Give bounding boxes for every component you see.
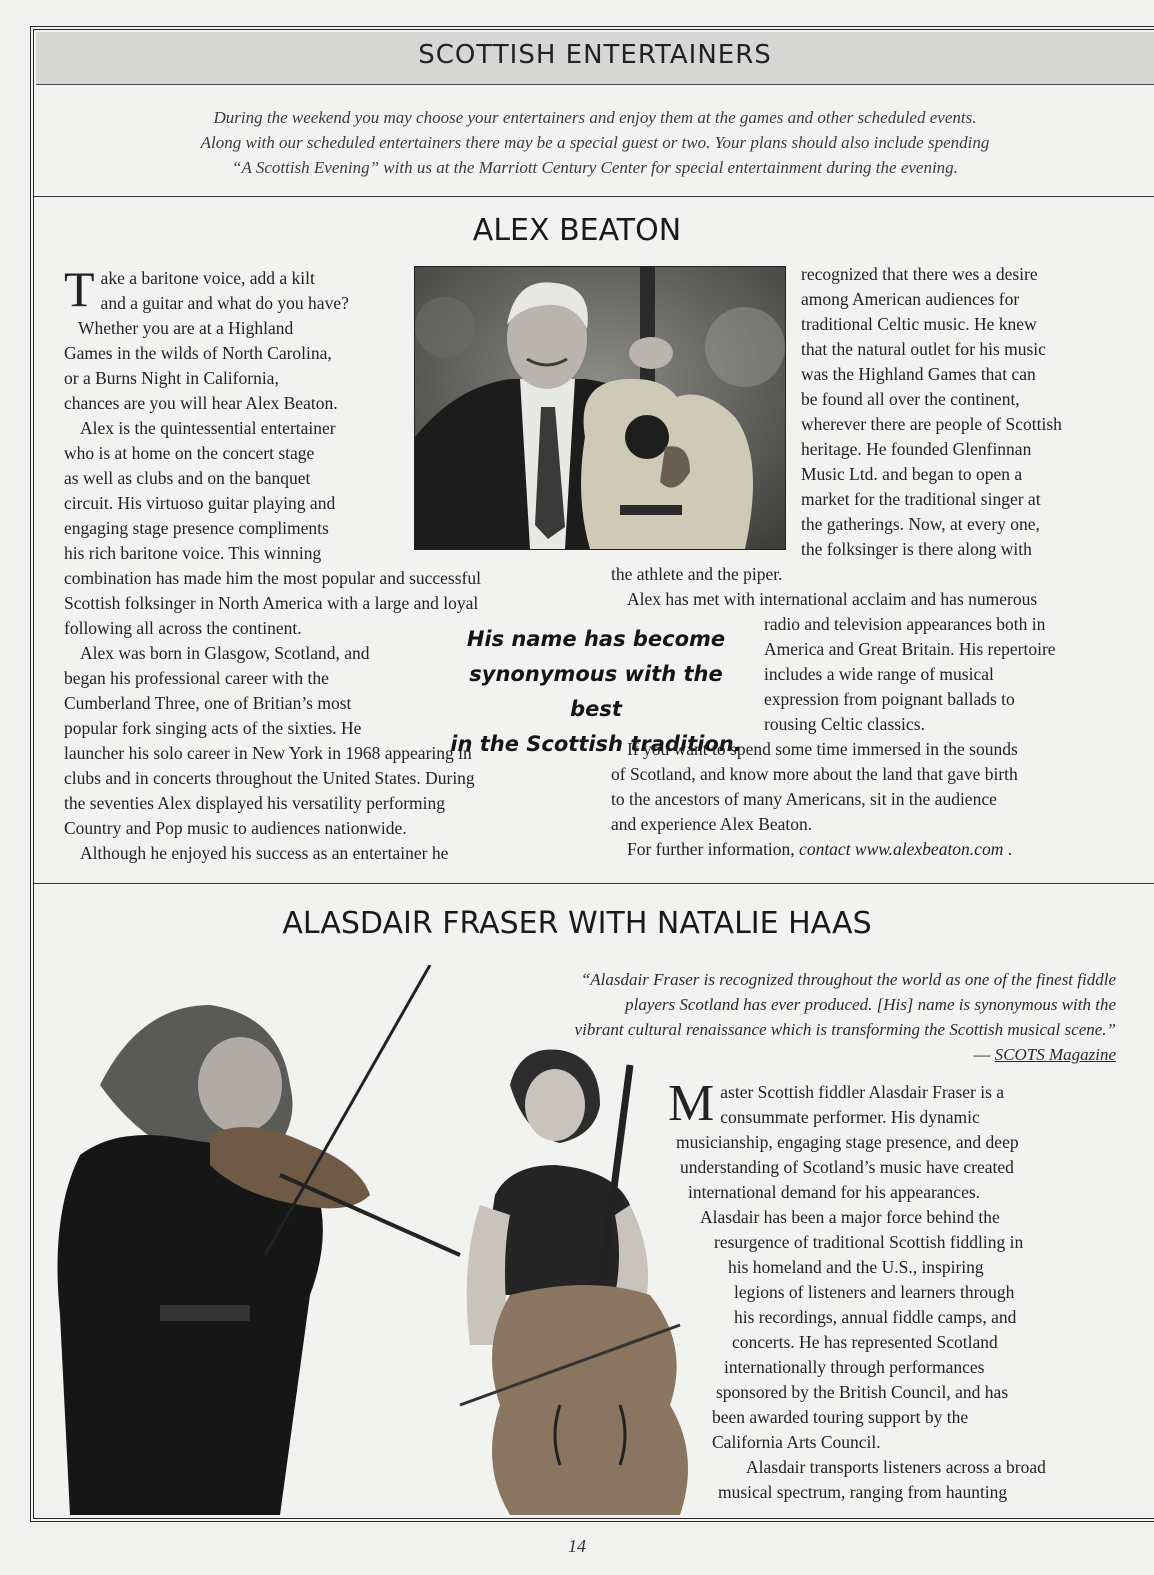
beaton-column-2 [801, 262, 1131, 562]
text-line: traditional Celtic music. He knew [801, 314, 1037, 334]
section-title-alex-beaton: ALEX BEATON [472, 213, 682, 248]
intro-line: Along with our scheduled entertainers there may be a special guest or two. Your plans should also include spending [200, 133, 990, 152]
text-line: Scottish folksinger in North America with a large and loyal [64, 593, 479, 613]
quote-line: vibrant cultural renaissance which is transforming the Scottish musical scene.” [574, 1020, 1116, 1039]
magazine-quote [436, 967, 1116, 1067]
text-line: rousing Celtic classics. [764, 714, 925, 734]
text-line: Alasdair transports listeners across a broad [746, 1457, 1046, 1477]
text-line: as well as clubs and on the banquet [64, 468, 311, 488]
text-line: wherever there are people of Scottish [801, 414, 1062, 434]
text-line: aster Scottish fiddler Alasdair Fraser is a [720, 1082, 1005, 1102]
text-line: among American audiences for [801, 289, 1020, 309]
contact-website: contact www.alexbeaton.com [799, 839, 1004, 859]
intro-line: “A Scottish Evening” with us at the Marriott Century Center for special entertainment during the evening. [232, 158, 958, 177]
text-line: consummate performer. His dynamic [720, 1107, 980, 1127]
text-line: Although he enjoyed his success as an entertainer he [80, 843, 449, 863]
text-line: launcher his solo career in New York in 1968 appearing in [64, 743, 472, 763]
text-line: be found all over the continent, [801, 389, 1020, 409]
text-line: understanding of Scotland’s music have created [680, 1157, 1014, 1177]
text-line: who is at home on the concert stage [64, 443, 315, 463]
text-line: Games in the wilds of North Carolina, [64, 343, 332, 363]
quote-source: SCOTS Magazine [994, 1045, 1116, 1064]
text-line: resurgence of traditional Scottish fiddling in [714, 1232, 1024, 1252]
drop-cap: M [668, 1075, 715, 1132]
text-line: international demand for his appearances. [688, 1182, 981, 1202]
text-line: the seventies Alex displayed his versatility performing [64, 793, 446, 813]
intro-line: During the weekend you may choose your entertainers and enjoy them at the games and other scheduled events. [213, 108, 977, 127]
page-number: 14 [568, 1536, 586, 1556]
beaton-column-4 [764, 612, 1134, 737]
text-line: includes a wide range of musical [764, 664, 994, 684]
quote-line: “Alasdair Fraser is recognized throughout the world as one of the finest fiddle [580, 970, 1116, 989]
text-line: engaging stage presence compliments [64, 518, 329, 538]
beaton-column-1-top [64, 261, 481, 866]
text-line: recognized that there wes a desire [801, 264, 1038, 284]
text-line: the athlete and the piper. [611, 564, 783, 584]
text-line: clubs and in concerts throughout the United States. During [64, 768, 475, 788]
text-line: musical spectrum, ranging from haunting [718, 1482, 1008, 1502]
text-line: Alex has met with international acclaim and has numerous [627, 589, 1038, 609]
section-title-fraser: ALASDAIR FRASER WITH NATALIE HAAS [282, 906, 872, 941]
beaton-column-3 [611, 562, 1131, 612]
text-line: expression from poignant ballads to [764, 689, 1015, 709]
text-line: Alasdair has been a major force behind the [700, 1207, 1000, 1227]
text-line: sponsored by the British Council, and has [716, 1382, 1009, 1402]
text-line: that the natural outlet for his music [801, 339, 1046, 359]
contact-prefix: For further information, [627, 839, 795, 859]
banner-title: SCOTTISH ENTERTAINERS [418, 40, 772, 70]
alex-beaton-photo-art [415, 267, 785, 549]
pull-quote-line: His name has become [466, 627, 726, 651]
text-line: of Scotland, and know more about the land that gave birth [611, 764, 1018, 784]
text-line: and a guitar and what do you have? [100, 293, 349, 313]
text-line: and experience Alex Beaton. [611, 814, 813, 834]
beaton-column-5 [611, 737, 1131, 862]
text-line: market for the traditional singer at [801, 489, 1041, 509]
text-line: internationally through performances [724, 1357, 985, 1377]
text-line: ake a baritone voice, add a kilt [100, 268, 315, 288]
text-line: following all across the continent. [64, 618, 302, 638]
text-line: radio and television appearances both in [764, 614, 1046, 634]
text-line: musicianship, engaging stage presence, and deep [676, 1132, 1019, 1152]
text-line: his homeland and the U.S., inspiring [728, 1257, 984, 1277]
divider [33, 196, 1154, 197]
text-line: circuit. His virtuoso guitar playing and [64, 493, 336, 513]
text-line: was the Highland Games that can [801, 364, 1036, 384]
text-line: Alex is the quintessential entertainer [80, 418, 336, 438]
divider [33, 883, 1154, 884]
text-line: began his professional career with the [64, 668, 329, 688]
quote-source-line [436, 1042, 1116, 1067]
quote-dash: — [973, 1045, 995, 1064]
text-line: popular fork singing acts of the sixties. He [64, 718, 362, 738]
text-line: to the ancestors of many Americans, sit in the audience [611, 789, 997, 809]
text-line: the gatherings. Now, at every one, [801, 514, 1040, 534]
text-line: Alex was born in Glasgow, Scotland, and [80, 643, 370, 663]
contact-line [611, 837, 1131, 862]
text-line: heritage. He founded Glenfinnan [801, 439, 1032, 459]
text-line: chances are you will hear Alex Beaton. [64, 393, 338, 413]
text-line: concerts. He has represented Scotland [732, 1332, 998, 1352]
text-line: or a Burns Night in California, [64, 368, 279, 388]
text-line: combination has made him the most popular and successful [64, 568, 481, 588]
fraser-body [668, 1075, 1130, 1505]
text-line: been awarded touring support by the [712, 1407, 969, 1427]
text-line: the folksinger is there along with [801, 539, 1032, 559]
pull-quote-line: synonymous with the best [469, 662, 723, 721]
alex-beaton-photo [414, 266, 786, 550]
pull-quote-line: in the Scottish tradition. [450, 732, 742, 756]
intro-text [60, 105, 1130, 180]
text-line: legions of listeners and learners through [734, 1282, 1015, 1302]
text-line: America and Great Britain. His repertoire [764, 639, 1056, 659]
contact-suffix: . [1007, 839, 1013, 859]
text-line: Country and Pop music to audiences nationwide. [64, 818, 407, 838]
text-line: his rich baritone voice. This winning [64, 543, 322, 563]
text-line: Music Ltd. and began to open a [801, 464, 1023, 484]
text-line: Whether you are at a Highland [78, 318, 294, 338]
banner [36, 32, 1154, 85]
text-line: California Arts Council. [712, 1432, 881, 1452]
text-line: If you want to spend some time immersed in the sounds [627, 739, 1018, 759]
text-line: his recordings, annual fiddle camps, and [734, 1307, 1017, 1327]
text-line: Cumberland Three, one of Britian’s most [64, 693, 352, 713]
quote-line: players Scotland has ever produced. [His] name is synonymous with the [625, 995, 1116, 1014]
drop-cap: T [64, 261, 95, 317]
